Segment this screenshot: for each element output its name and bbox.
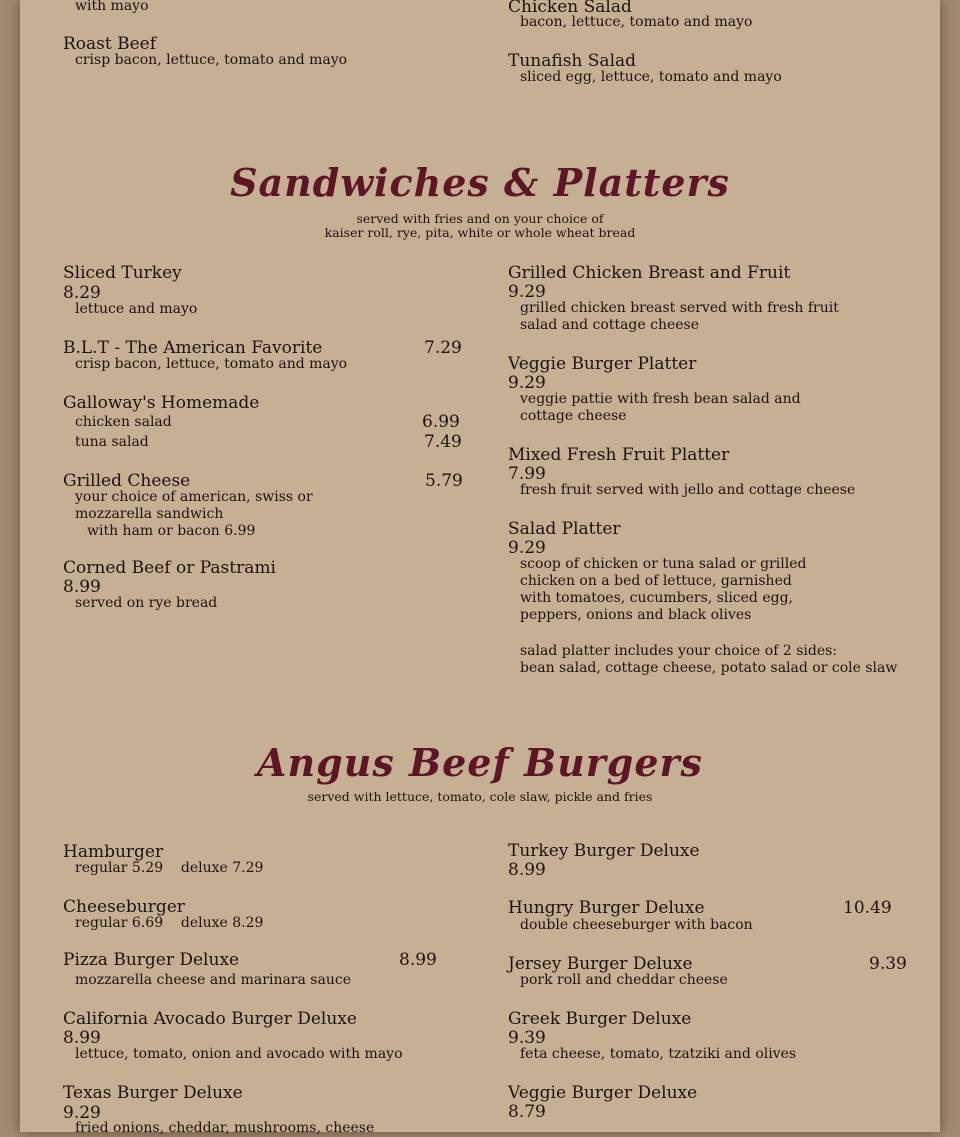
item-desc: sliced egg, lettuce, tomato and mayo: [520, 69, 782, 85]
item-price: 9.29: [63, 1103, 101, 1123]
section-title: Angus Beef Burgers: [257, 740, 703, 785]
item-desc: crisp bacon, lettuce, tomato and mayo: [75, 356, 348, 372]
item-desc: tuna salad: [75, 434, 149, 450]
item-desc: pork roll and cheddar cheese: [520, 972, 728, 988]
item-name: Jersey Burger Deluxe: [508, 954, 693, 974]
item-desc: peppers, onions and black olives: [520, 607, 752, 623]
item-desc: cottage cheese: [520, 408, 627, 424]
item-name: Hungry Burger Deluxe: [508, 898, 705, 918]
item-price: 9.29: [508, 538, 546, 558]
item-price: 5.79: [425, 471, 463, 491]
item-price: 9.29: [508, 282, 546, 302]
section-title: Sandwiches & Platters: [230, 160, 730, 205]
item-price: 8.99: [508, 860, 546, 880]
item-name: Veggie Burger Deluxe: [508, 1083, 698, 1103]
item-name: Salad Platter: [508, 519, 621, 539]
item-desc: double cheeseburger with bacon: [520, 917, 753, 933]
item-name: Sliced Turkey: [63, 263, 182, 283]
section-subtitle: served with lettuce, tomato, cole slaw, pickle and fries: [307, 789, 653, 804]
item-price: 8.79: [508, 1102, 546, 1122]
item-name: Hamburger: [63, 842, 164, 862]
item-desc: salad and cottage cheese: [520, 317, 700, 333]
item-desc: veggie pattie with fresh bean salad and: [520, 391, 801, 407]
section-subtitle: served with fries and on your choice of: [356, 211, 604, 226]
item-desc: lettuce, tomato, onion and avocado with mayo: [75, 1046, 403, 1062]
item-name: Grilled Chicken Breast and Fruit: [508, 263, 791, 283]
item-desc: feta cheese, tomato, tzatziki and olives: [520, 1046, 797, 1062]
item-desc: grilled chicken breast served with fresh fruit: [520, 300, 839, 316]
item-desc: scoop of chicken or tuna salad or grilled: [520, 556, 807, 572]
item-name: Mixed Fresh Fruit Platter: [508, 445, 730, 465]
item-name: Roast Beef: [63, 34, 157, 54]
item-desc: with tomatoes, cucumbers, sliced egg,: [520, 590, 794, 606]
item-desc: your choice of american, swiss or: [75, 489, 313, 505]
item-name: Tunafish Salad: [508, 51, 637, 71]
item-price: 9.29: [508, 373, 546, 393]
item-desc: lettuce and mayo: [75, 301, 198, 317]
item-desc: bacon, lettuce, tomato and mayo: [520, 14, 753, 30]
item-name: Greek Burger Deluxe: [508, 1009, 692, 1029]
item-price: 9.39: [508, 1028, 546, 1048]
item-name: California Avocado Burger Deluxe: [63, 1009, 357, 1029]
item-name: Corned Beef or Pastrami: [63, 558, 276, 578]
item-price: 8.99: [399, 950, 437, 970]
item-price: 7.49: [424, 432, 462, 452]
item-desc: chicken salad: [75, 414, 172, 430]
item-desc: with ham or bacon 6.99: [87, 523, 256, 539]
item-name: B.L.T - The American Favorite: [63, 338, 323, 358]
item-name: Cheeseburger: [63, 897, 185, 917]
item-desc: regular 5.29 deluxe 7.29: [75, 860, 264, 876]
item-desc: mozzarella sandwich: [75, 506, 224, 522]
item-desc: fried onions, cheddar, mushrooms, cheese: [75, 1120, 375, 1136]
item-name: Turkey Burger Deluxe: [508, 841, 700, 861]
item-price: 9.39: [869, 954, 907, 974]
item-desc: regular 6.69 deluxe 8.29: [75, 915, 264, 931]
section-subtitle: kaiser roll, rye, pita, white or whole wheat bread: [324, 225, 636, 240]
item-name: Chicken Salad: [508, 0, 632, 17]
item-desc: bean salad, cottage cheese, potato salad or cole slaw: [520, 660, 898, 676]
item-name: Grilled Cheese: [63, 471, 191, 491]
item-price: 8.29: [63, 283, 101, 303]
item-desc: mozzarella cheese and marinara sauce: [75, 972, 351, 988]
item-name: Veggie Burger Platter: [508, 354, 697, 374]
item-price: 7.99: [508, 464, 546, 484]
item-price: 10.49: [843, 898, 892, 918]
item-name: Pizza Burger Deluxe: [63, 950, 240, 970]
item-desc: salad platter includes your choice of 2 sides:: [520, 643, 838, 659]
item-price: 8.99: [63, 577, 101, 597]
item-desc: chicken on a bed of lettuce, garnished: [520, 573, 792, 589]
item-name: Texas Burger Deluxe: [63, 1083, 243, 1103]
item-desc: fresh fruit served with jello and cottage cheese: [520, 482, 856, 498]
item-desc: served on rye bread: [75, 595, 218, 611]
item-price: 6.99: [422, 412, 460, 432]
item-name: Galloway's Homemade: [63, 393, 260, 413]
item-price: 8.99: [63, 1028, 101, 1048]
item-desc: with mayo: [75, 0, 149, 14]
item-desc: crisp bacon, lettuce, tomato and mayo: [75, 52, 348, 68]
item-price: 7.29: [424, 338, 462, 358]
